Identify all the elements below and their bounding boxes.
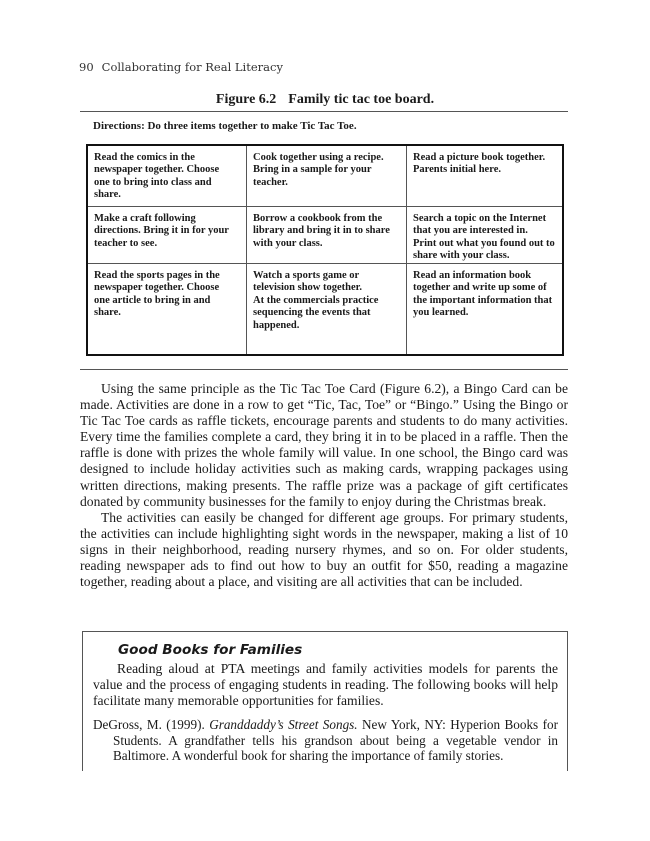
book-reference: [93, 717, 558, 764]
board-cell: Search a topic on the Internet that you are interested in. Print out what you found out to share with your class.: [407, 207, 562, 264]
page-number: 90: [79, 60, 94, 74]
figure-bottom-rule: [80, 369, 568, 370]
reference-description: New York, NY: Hyperion Books for Students. A grandfather tells his grandson about being a vegetable vendor in Baltimore. A wonderful book for sharing the importance of family stories.: [113, 717, 558, 764]
sidebar-text: [93, 661, 558, 764]
running-title: Collaborating for Real Literacy: [101, 60, 283, 74]
sidebar-intro: Reading aloud at PTA meetings and family activities models for parents the value and the process of engaging students in reading. The following books will help facilitate many memorable opportunities for families.: [93, 661, 558, 709]
running-header: [79, 60, 283, 74]
board-cell: Read the comics in the newspaper together. Choose one to bring into class and share.: [88, 146, 247, 207]
board-cell: Make a craft following directions. Bring it in for your teacher to see.: [88, 207, 247, 264]
board-cell: Read an information book together and write up some of the important information that you learned.: [413, 270, 553, 319]
reference-author: DeGross, M. (1999).: [93, 717, 210, 733]
board-cell: Watch a sports game or television show together. At the commercials practice sequencing the events that happened.: [247, 264, 407, 354]
board-cell: Borrow a cookbook from the library and bring it in to share with your class.: [247, 207, 407, 264]
board-cell: Read the sports pages in the newspaper together. Choose one article to bring in and share.: [88, 264, 247, 354]
good-books-sidebar: [82, 631, 568, 771]
reference-book-title: Granddaddy’s Street Songs.: [209, 717, 358, 733]
board-cell: Read a picture book together. Parents initial here.: [407, 146, 562, 207]
body-paragraph: The activities can easily be changed for different age groups. For primary students, the activities can include highlighting sight words in the newspaper, making a list of 10 signs in their neighborhood, reading nursery rhymes, and so on. For older students, reading newspaper ads to find out how to buy an outfit for $50, reading a magazine together, reading about a place, and visiting are all activities that can be included.: [80, 509, 568, 590]
tic-tac-toe-board: [86, 144, 564, 356]
sidebar-title: Good Books for Families: [118, 642, 303, 658]
board-directions: Directions: Do three items together to make Tic Tac Toe.: [93, 120, 357, 132]
body-paragraph: Using the same principle as the Tic Tac Toe Card (Figure 6.2), a Bingo Card can be made. Activities are done in a row to get “Tic, Tac, Toe” or “Bingo.” Using the Bingo or Tic Tac Toe cards as raffle tickets, encourage parents and students to do many activities. Every time the families complete a card, they bring it in to be placed in a raffle. Then the raffle is done with prizes the whole family will value. In one school, the Bingo card was designed to include holiday activities such as making cards, wrapping packages using written directions, making presents. The raffle prize was a package of gift certificates donated by community businesses for the family to enjoy during the Christmas break.: [80, 381, 568, 509]
figure-title: Family tic tac toe board.: [288, 92, 435, 107]
figure-caption: [0, 92, 650, 108]
body-text: [80, 381, 568, 590]
figure-label: Figure 6.2: [215, 92, 277, 107]
figure-rule: [80, 111, 568, 112]
board-cell: Cook together using a recipe. Bring in a sample for your teacher.: [247, 146, 407, 207]
